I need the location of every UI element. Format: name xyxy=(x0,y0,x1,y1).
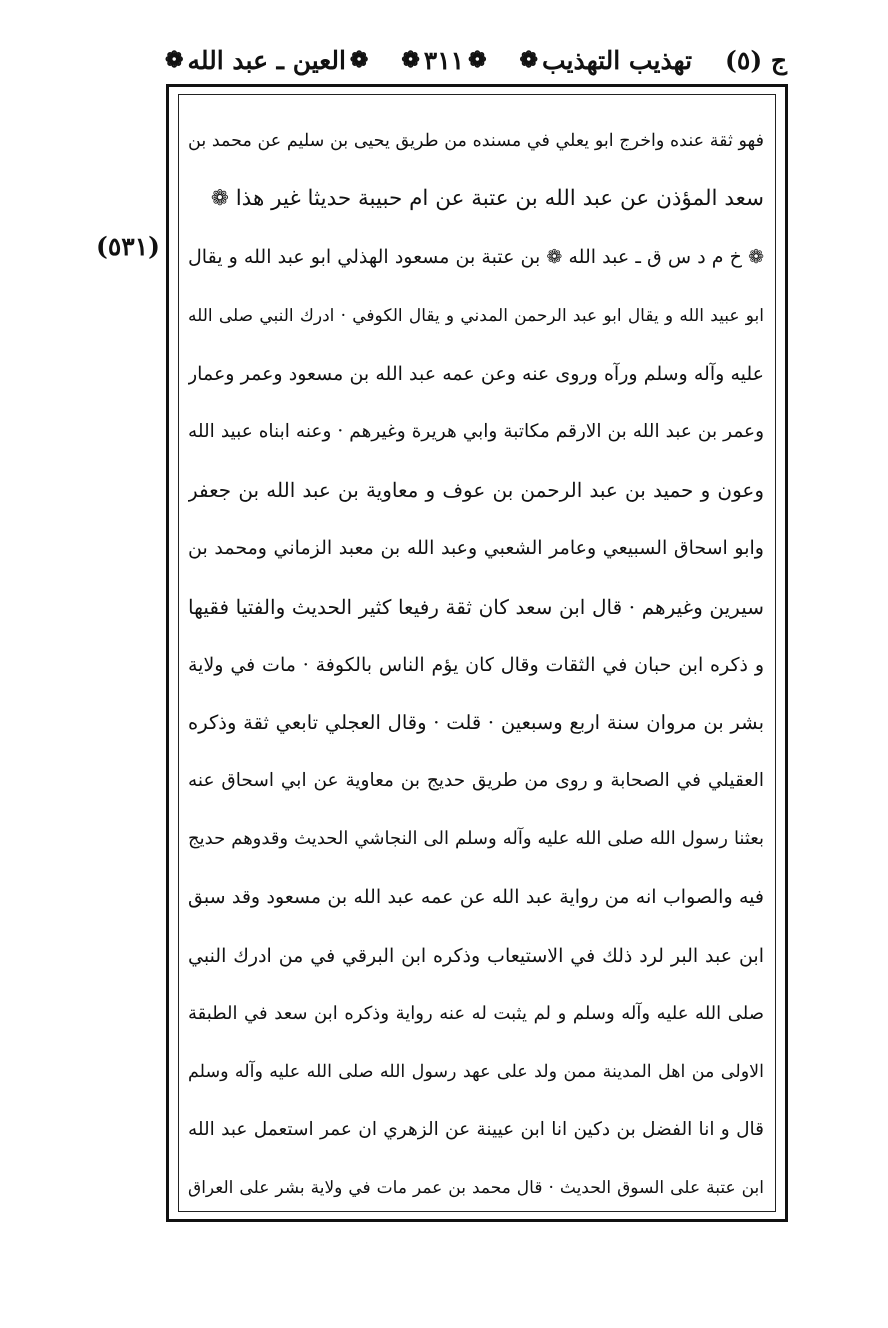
section-label: العين ـ عبد الله xyxy=(187,45,346,75)
text-line: سعد المؤذن عن عبد الله بن عتبة عن ام حبيبة حديثا غير هذا ❁ xyxy=(210,186,764,212)
text-line: ابن عبد البر لرد ذلك في الاستيعاب وذكره ابن البرقي في من ادرك النبي xyxy=(188,944,764,967)
ornament-icon: ❁ xyxy=(468,47,487,73)
body-text xyxy=(188,112,764,1218)
text-line: عليه وآله وسلم ورآه وروى عنه وعن عمه عبد الله بن مسعود وعمر وعمار xyxy=(188,362,764,385)
text-line: سيرين وغيرهم · قال ابن سعد كان ثقة رفيعا كثير الحديث والفتيا فقيها xyxy=(188,594,764,619)
text-line: و ذكره ابن حبان في الثقات وقال كان يؤم الناس بالكوفة · مات في ولاية xyxy=(188,653,764,676)
header-page xyxy=(401,46,486,75)
page-number: ٣١١ xyxy=(423,45,465,75)
running-header xyxy=(165,38,787,82)
ornament-icon: ❁ xyxy=(519,47,538,73)
ornament-icon: ❁ xyxy=(401,47,420,73)
book-title: تهذيب التهذيب xyxy=(541,45,693,75)
text-line: بشر بن مروان سنة اربع وسبعين · قلت · وقال العجلي تابعي ثقة وذكره xyxy=(188,710,764,734)
text-line: ❁ خ م د س ق ـ عبد الله ❁ بن عتبة بن مسعود الهذلي ابو عبد الله و يقال xyxy=(188,246,764,269)
text-line: الاولى من اهل المدينة ممن ولد على عهد رسول الله صلى الله عليه وآله وسلم xyxy=(188,1062,764,1082)
text-line: العقيلي في الصحابة و روى من طريق حديج بن معاوية عن ابي اسحاق عنه xyxy=(188,770,764,792)
text-line: وعمر بن عبد الله بن الارقم مكاتبة وابي هريرة وغيرهم · وعنه ابناه عبيد الله xyxy=(188,420,764,442)
text-line: ابو عبيد الله و يقال ابو عبد الرحمن المدني و يقال الكوفي · ادرك النبي صلى الله xyxy=(188,305,764,326)
text-line: بعثنا رسول الله صلى الله عليه وآله وسلم الى النجاشي الحديث وقدوهم حديج xyxy=(188,828,764,850)
text-line: ابن عتبة على السوق الحديث · قال محمد بن عمر مات في ولاية بشر على العراق xyxy=(188,1178,764,1199)
volume-label: ج (٥) xyxy=(725,45,787,75)
text-line: قال و انا الفضل بن دكين انا ابن عيينة عن الزهري ان عمر استعمل عبد الله xyxy=(188,1119,764,1141)
header-title xyxy=(520,46,693,75)
entry-number: (٥٣١) xyxy=(96,232,160,261)
text-line: فهو ثقة عنده واخرج ابو يعلي في مسنده من طريق يحيى بن سليم عن محمد بن xyxy=(188,131,764,151)
ornament-icon: ❁ xyxy=(349,47,369,73)
text-line: صلى الله عليه وآله وسلم و لم يثبت له عنه رواية وذكره ابن سعد في الطبقة xyxy=(188,1002,764,1024)
header-section xyxy=(165,46,368,75)
ornament-icon: ❁ xyxy=(165,47,184,73)
text-line: وعون و حميد بن عبد الرحمن بن عوف و معاوية بن عبد الله بن جعفر xyxy=(188,478,764,503)
text-line: وابو اسحاق السبيعي وعامر الشعبي وعبد الله بن معبد الزماني ومحمد بن xyxy=(188,537,764,560)
header-volume xyxy=(725,46,787,75)
text-line: فيه والصواب انه من رواية عبد الله عن عمه عبد الله بن مسعود وقد سبق xyxy=(188,886,764,909)
